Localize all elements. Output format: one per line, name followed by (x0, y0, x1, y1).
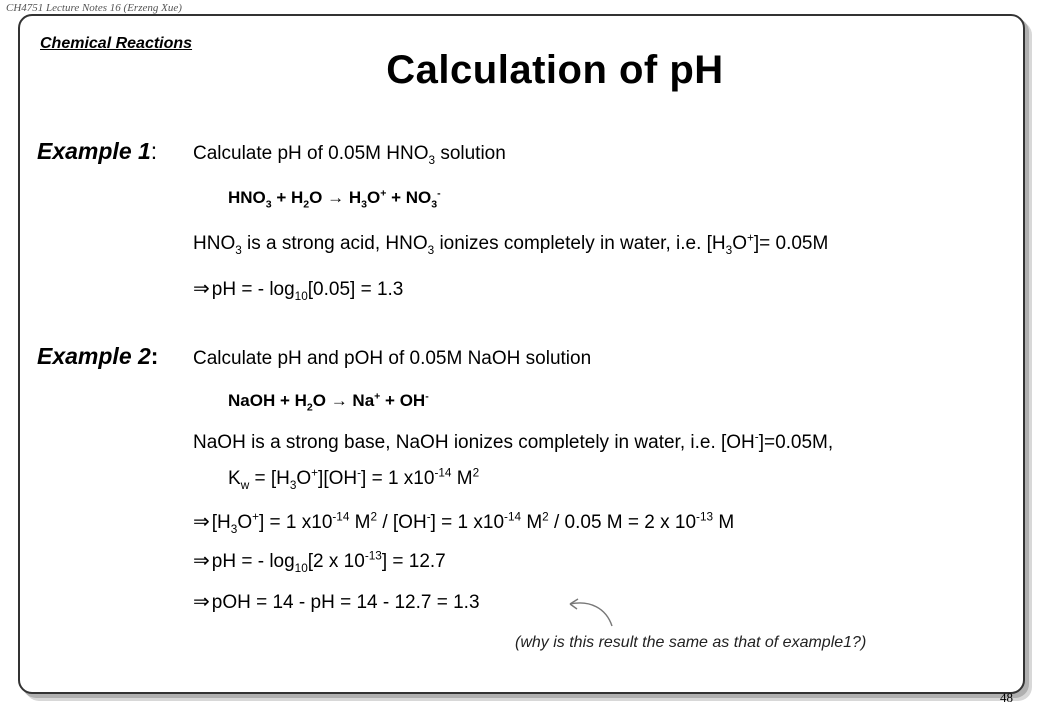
example2-intro: Calculate pH and pOH of 0.05M NaOH solution (193, 348, 592, 369)
implies-arrow-icon: ⇒ (193, 550, 210, 572)
header-note: CH4751 Lecture Notes 16 (Erzeng Xue) (6, 2, 182, 14)
example1-result: ⇒ pH = - $\log_{10}[0.05] = 1.3$ (193, 278, 404, 303)
page-title: Calculation of pH (386, 48, 724, 92)
example2-poh: ⇒ pOH = 14 - pH = 14 - 12.7 = 1.3 (193, 591, 480, 613)
section-label: Chemical Reactions (40, 35, 193, 52)
implies-arrow-icon: ⇒ (193, 591, 210, 613)
page-number: 48 (1000, 690, 1013, 705)
example1-label: Example 1: (37, 138, 158, 164)
footnote-question: (why is this result the same as that of example1?) (515, 634, 867, 651)
example2-ph: ⇒ pH = - $\log_{10}[2$ x $10^{-13}] = 12.7$ (193, 549, 446, 575)
example2-h3o: ⇒ $[H_3O^+] = 1$ $x10^{-14}$ $M^2 / [OH^-] = 1$ $x10^{-14}$ $M^2 / 0.05$ M = 2 x $10^{-13}$ M (193, 510, 735, 536)
example2-equation: NaOH + $H_2O \to Na^+ + OH^-$ (228, 390, 429, 414)
example1-intro: Calculate pH of 0.05M $HNO_3$ solution (193, 143, 506, 167)
reaction-arrow-icon: → (330, 391, 348, 410)
implies-arrow-icon: ⇒ (193, 511, 210, 533)
example2-kw: $K_w = [H_3O^+][OH^-] = 1$ $x10^{-14}$ $M^2$ (228, 466, 480, 492)
example2-label: Example 2: (37, 343, 159, 369)
example2-statement: NaOH is a strong base, NaOH ionizes completely in water, i.e. [OH-]=0.05M, (193, 430, 834, 453)
reaction-arrow-icon: → (327, 188, 345, 207)
curved-pointer-arrow-icon (560, 588, 620, 630)
example1-equation: $HNO_3 + H_2O \to H_3O^+ + NO_3^-$ (228, 187, 441, 211)
example1-statement: $HNO_3$ is a strong acid, $HNO_3$ ionizes completely in water, i.e. $[H_3O^+]= 0.05M$ (193, 231, 829, 257)
implies-arrow-icon: ⇒ (193, 278, 210, 300)
